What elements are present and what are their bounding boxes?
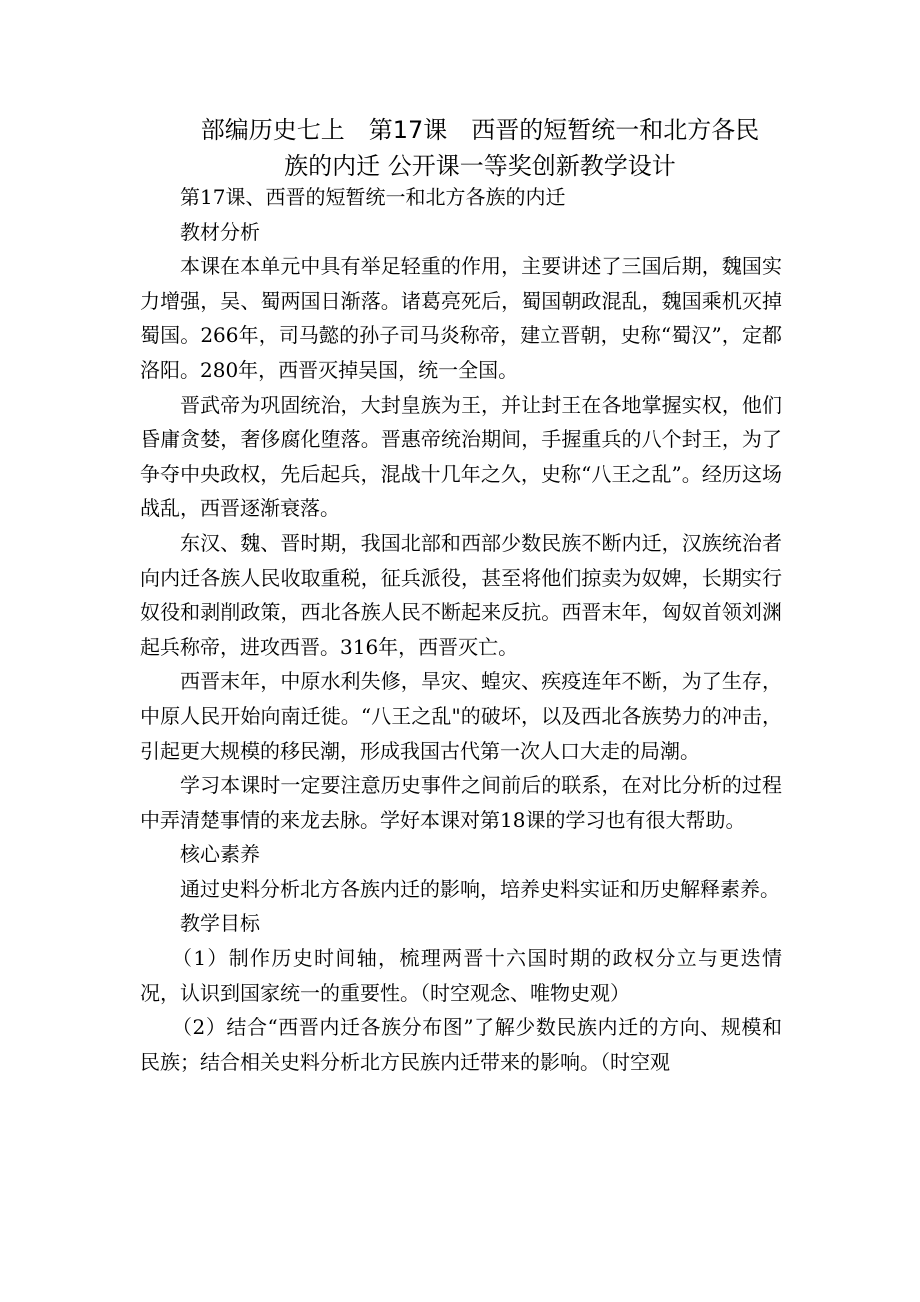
document-body <box>140 180 782 1079</box>
document-title-line-1: 部编历史七上 第17课 西晋的短暂统一和北方各民 <box>200 116 760 144</box>
body-paragraph: 晋武帝为巩固统治，大封皇族为王，并让封王在各地掌握实权，他们昏庸贪婪，奢侈腐化堕落。晋惠帝统治期间，手握重兵的八个封王，为了争夺中央政权，先后起兵，混战十几年之久，史称“八王之乱”。经历这场战乱，西晋逐渐衰落。 <box>140 392 782 521</box>
body-paragraph: 本课在本单元中具有举足轻重的作用，主要讲述了三国后期，魏国实力增强，吴、蜀两国日渐落。诸葛亮死后，蜀国朝政混乱，魏国乘机灭掉蜀国。266年，司马懿的孙子司马炎称帝，建立晋朝，史称“蜀汉”，定都洛阳。280年，西晋灭掉吴国，统一全国。 <box>140 254 782 382</box>
lesson-heading: 第17课、西晋的短暂统一和北方各族的内迁 <box>180 185 566 209</box>
objective-item: （1）制作历史时间轴，梳理两晋十六国时期的政权分立与更迭情况，认识到国家统一的重要性。（时空观念、唯物史观） <box>140 946 782 1005</box>
body-paragraph: 东汉、魏、晋时期，我国北部和西部少数民族不断内迁，汉族统治者向内迁各族人民收取重税，征兵派役，甚至将他们掠卖为奴婢，长期实行奴役和剥削政策，西北各族人民不断起来反抗。西晋末年，匈奴首领刘渊起兵称帝，进攻西晋。316年，西晋灭亡。 <box>140 530 782 659</box>
body-paragraph: 通过史料分析北方各族内迁的影响，培养史料实证和历史解释素养。 <box>180 876 780 901</box>
objective-item: （2）结合“西晋内迁各族分布图”了解少数民族内迁的方向、规模和民族；结合相关史料分析北方民族内迁带来的影响。（时空观 <box>140 1015 782 1074</box>
section-heading-textbook-analysis: 教材分析 <box>180 219 260 244</box>
body-paragraph: 西晋末年，中原水利失修，旱灾、蝗灾、疾疫连年不断，为了生存，中原人民开始向南迁徙。“八王之乱"的破坏，以及西北各族势力的冲击，引起更大规模的移民潮，形成我国古代第一次人口大走的局潮。 <box>140 669 782 763</box>
body-paragraph: 学习本课时一定要注意历史事件之间前后的联系，在对比分析的过程中弄清楚事情的来龙去脉。学好本课对第18课的学习也有很大帮助。 <box>140 773 782 832</box>
section-heading-core-literacy: 核心素养 <box>180 842 260 867</box>
document-title-line-2: 族的内迁 公开课一等奖创新教学设计 <box>284 152 676 180</box>
section-heading-teaching-objectives: 教学目标 <box>180 911 260 936</box>
